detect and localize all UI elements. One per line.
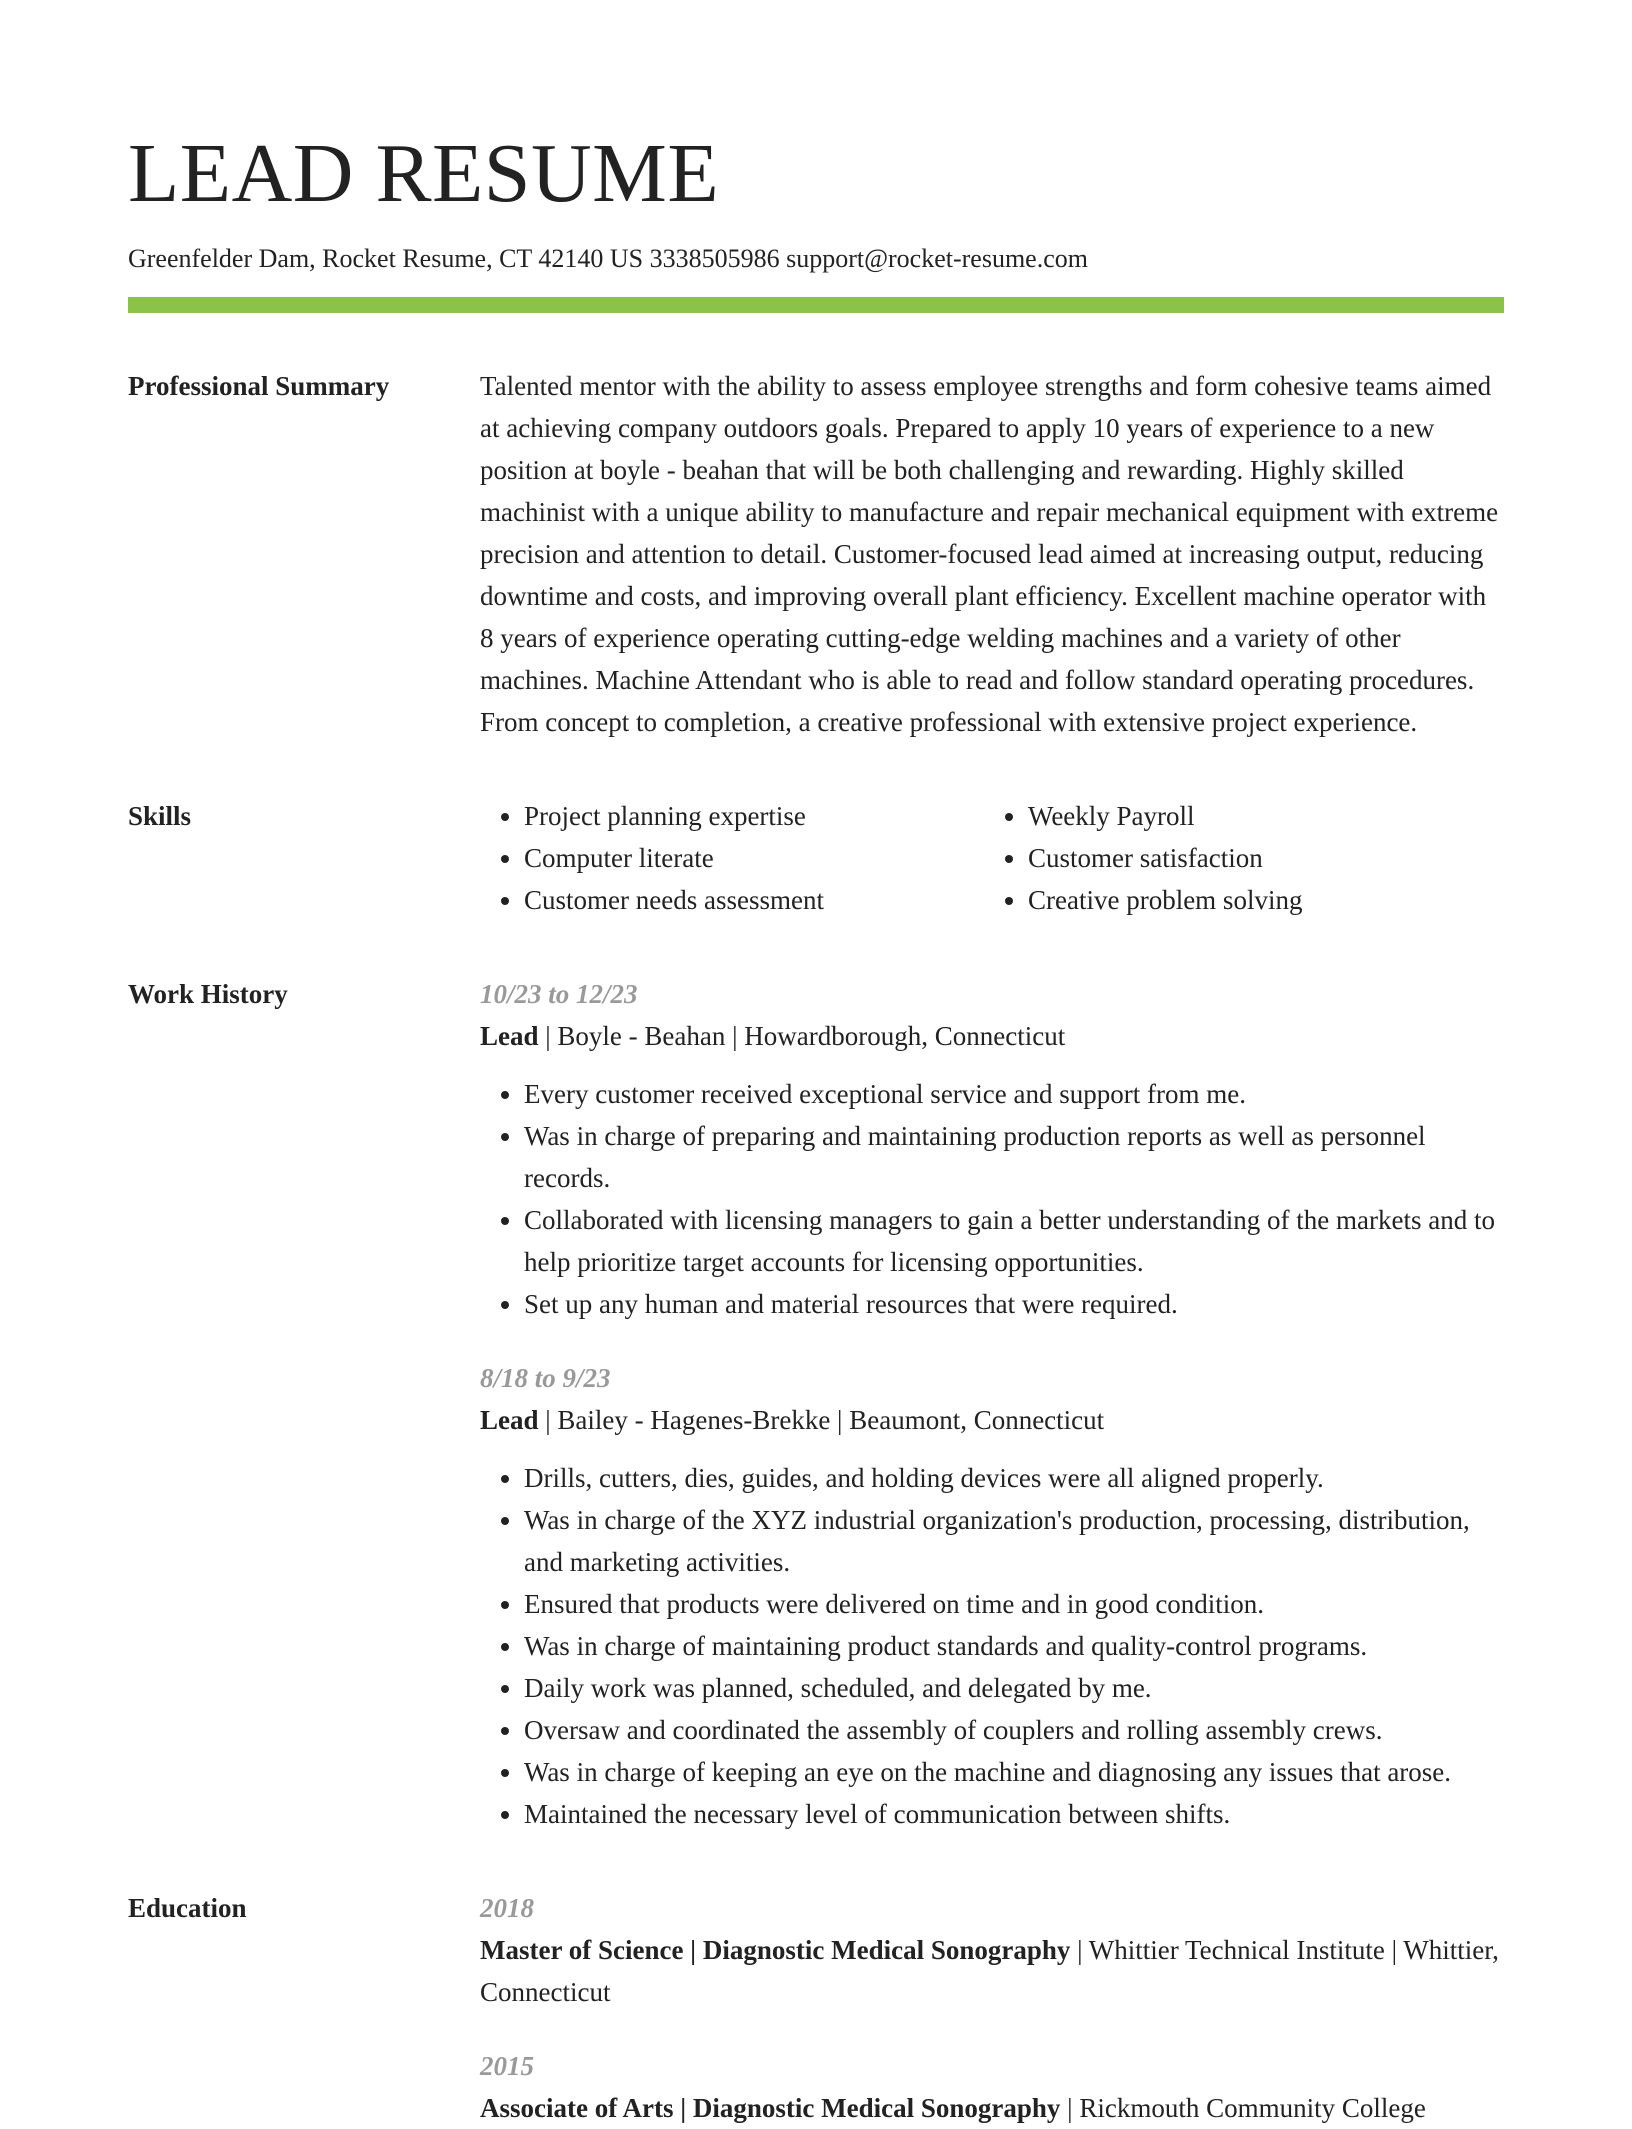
skill-item: • Creative problem solving	[1028, 879, 1508, 921]
job-bullet: • Set up any human and material resources that were required.	[524, 1283, 1504, 1325]
skill-item: • Computer literate	[524, 837, 984, 879]
section-title-work: Work History	[128, 978, 288, 1009]
job-bullet: • Drills, cutters, dies, guides, and holding devices were all aligned properly.	[524, 1457, 1504, 1499]
skills-list-col1	[480, 795, 984, 921]
skill-item: • Project planning expertise	[524, 795, 984, 837]
education-heading	[480, 1929, 1504, 2013]
job-details: | Boyle - Beahan | Howardborough, Connecticut	[538, 1020, 1066, 1051]
job-bullet: • Was in charge of preparing and maintaining production reports as well as personnel records.	[524, 1115, 1504, 1199]
education-date: 2018	[480, 1892, 534, 1923]
job-entry	[480, 1357, 1504, 1835]
job-date: 8/18 to 9/23	[480, 1362, 611, 1393]
skills-list-col2	[984, 795, 1508, 921]
job-bullet: • Maintained the necessary level of communication between shifts.	[524, 1793, 1504, 1835]
summary-section	[128, 365, 1504, 743]
skill-item: • Customer needs assessment	[524, 879, 984, 921]
job-heading	[480, 1015, 1504, 1057]
education-heading	[480, 2087, 1504, 2129]
skill-item: • Customer satisfaction	[1028, 837, 1508, 879]
job-bullet: • Every customer received exceptional service and support from me.	[524, 1073, 1504, 1115]
education-date: 2015	[480, 2050, 534, 2081]
job-bullets	[480, 1457, 1504, 1835]
education-entry	[480, 1887, 1504, 2013]
job-entry	[480, 973, 1504, 1325]
job-bullet: • Collaborated with licensing managers to gain a better understanding of the markets and to help prioritize target accounts for licensing opportunities.	[524, 1199, 1504, 1283]
job-title: Lead	[480, 1404, 539, 1435]
contact-info: Greenfelder Dam, Rocket Resume, CT 42140 US 3338505986 support@rocket-resume.com	[128, 244, 1088, 273]
job-details: | Bailey - Hagenes-Brekke | Beaumont, Connecticut	[538, 1404, 1105, 1435]
education-entry	[480, 2045, 1504, 2129]
job-title: Lead	[480, 1020, 539, 1051]
education-degree: Master of Science | Diagnostic Medical Sonography	[480, 1934, 1071, 1965]
job-bullet: • Oversaw and coordinated the assembly of couplers and rolling assembly crews.	[524, 1709, 1504, 1751]
section-title-summary: Professional Summary	[128, 370, 390, 401]
skill-item: • Weekly Payroll	[1028, 795, 1508, 837]
resume-page	[128, 118, 1504, 2129]
resume-name: LEAD RESUME	[128, 127, 720, 220]
job-bullet: • Was in charge of keeping an eye on the machine and diagnosing any issues that arose.	[524, 1751, 1504, 1793]
job-bullet: • Ensured that products were delivered on time and in good condition.	[524, 1583, 1504, 1625]
job-bullet: • Was in charge of the XYZ industrial organization's production, processing, distribution, and marketing activities.	[524, 1499, 1504, 1583]
job-bullet: • Was in charge of maintaining product standards and quality-control programs.	[524, 1625, 1504, 1667]
job-bullets	[480, 1073, 1504, 1325]
job-bullet: • Daily work was planned, scheduled, and delegated by me.	[524, 1667, 1504, 1709]
work-history-section	[128, 973, 1504, 1835]
section-title-education: Education	[128, 1892, 247, 1923]
skills-section	[128, 795, 1504, 921]
section-title-skills: Skills	[128, 800, 192, 831]
education-section	[128, 1887, 1504, 2129]
job-date: 10/23 to 12/23	[480, 978, 638, 1009]
education-details: | Rickmouth Community College	[1060, 2092, 1426, 2123]
education-degree: Associate of Arts | Diagnostic Medical Sonography	[480, 2092, 1061, 2123]
accent-divider	[128, 297, 1504, 313]
education-details: | Whittier Technical Institute | Whittier, Connecticut	[480, 1934, 1499, 2007]
job-heading	[480, 1399, 1504, 1441]
summary-text: Talented mentor with the ability to assess employee strengths and form cohesive teams aimed at achieving company outdoors goals. Prepared to apply 10 years of experience to a new position at boyle - beahan that will be both challenging and rewarding. Highly skilled machinist with a unique ability to manufacture and repair mechanical equipment with extreme precision and attention to detail. Customer-focused lead aimed at increasing output, reducing downtime and costs, and improving overall plant efficiency. Excellent machine operator with 8 years of experience operating cutting-edge welding machines and a variety of other machines. Machine Attendant who is able to read and follow standard operating procedures. From concept to completion, a creative professional with extensive project experience.	[480, 370, 1499, 737]
